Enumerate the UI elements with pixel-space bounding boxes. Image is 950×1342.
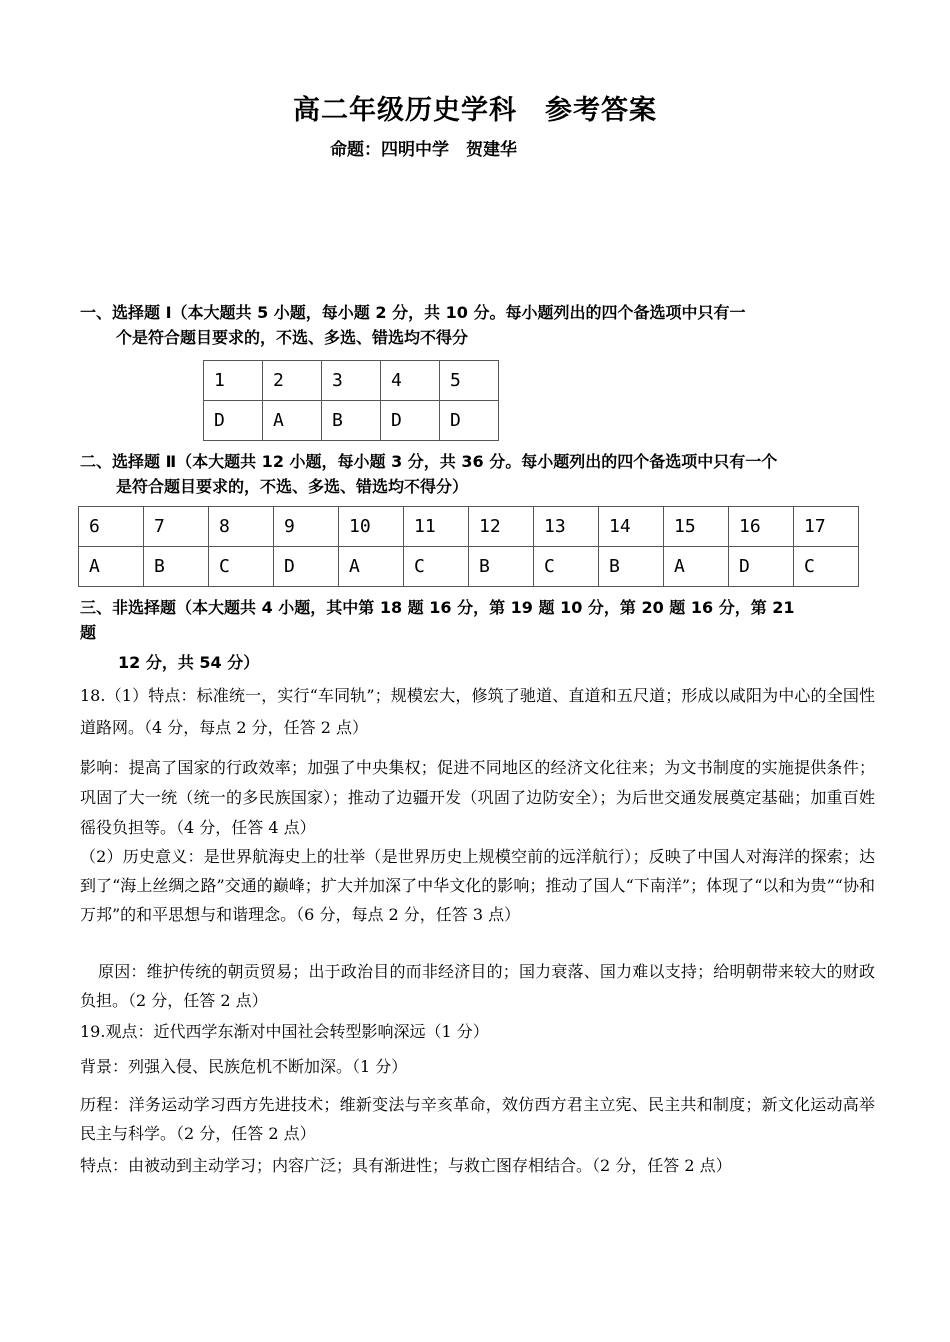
question-number: 7 xyxy=(144,507,209,547)
section-3-line-3-wrap xyxy=(80,650,870,675)
answer-table-2 xyxy=(78,506,859,587)
question-number: 9 xyxy=(274,507,339,547)
section-3-line-1: 三、非选择题（本大题共 4 小题，其中第 18 题 16 分，第 19 题 10 分，第 20 题 16 分，第 21 xyxy=(80,598,795,617)
answer-cell: D xyxy=(204,401,263,441)
answer-18-2-significance: （2）历史意义：是世界航海史上的壮举（是世界历史上规模空前的远洋航行）；反映了中国人对海洋的探索；达到了“海上丝绸之路”交通的巅峰；扩大并加深了中华文化的影响；推动了国人“下南洋”；体现了“以和为贵”“协和万邦”的和平思想与和谐理念。（6 分，每点 2 分，任答 3 点） xyxy=(80,847,875,924)
table-row xyxy=(79,547,859,587)
question-number: 2 xyxy=(263,361,322,401)
answer-cell: D xyxy=(274,547,339,587)
section-3-heading xyxy=(80,595,870,645)
section-2-line-1: 二、选择题 Ⅱ（本大题共 12 小题，每小题 3 分，共 36 分。每小题列出的四个备选项中只有一个 xyxy=(80,452,778,471)
question-number: 13 xyxy=(534,507,599,547)
table-row xyxy=(204,401,499,441)
table-row xyxy=(79,507,859,547)
section-2-line-2: 是符合题目要求的，不选、多选、错选均不得分） xyxy=(116,477,469,496)
answer-cell: D xyxy=(729,547,794,587)
question-number: 12 xyxy=(469,507,534,547)
section-2-heading xyxy=(80,449,870,499)
answer-19-background: 背景：列强入侵、民族危机不断加深。（1 分） xyxy=(80,1057,408,1076)
answer-cell: D xyxy=(381,401,440,441)
answer-cell: C xyxy=(534,547,599,587)
answer-18-1-impact: 影响：提高了国家的行政效率；加强了中央集权；促进不同地区的经济文化往来；为文书制度的实施提供条件；巩固了大一统（统一的多民族国家）；推动了边疆开发（巩固了边防安全）；为后世交通发展奠定基础；加重百姓徭役负担等。（4 分，任答 4 点） xyxy=(80,758,875,837)
question-number: 1 xyxy=(204,361,263,401)
answer-19-viewpoint: 19.观点：近代西学东渐对中国社会转型影响深远（1 分） xyxy=(80,1022,489,1041)
answer-cell: C xyxy=(794,547,859,587)
section-1-heading xyxy=(80,300,870,350)
answer-cell: A xyxy=(79,547,144,587)
answer-cell: A xyxy=(339,547,404,587)
answer-cell: D xyxy=(440,401,499,441)
answer-19-characteristics: 特点：由被动到主动学习；内容广泛；具有渐进性；与救亡图存相结合。（2 分，任答 2 点） xyxy=(80,1156,732,1175)
table-row xyxy=(204,361,499,401)
question-number: 11 xyxy=(404,507,469,547)
answer-18-1-features: 18.（1）特点：标准统一，实行“车同轨”；规模宏大，修筑了驰道、直道和五尺道；形成以咸阳为中心的全国性道路网。（4 分，每点 2 分，任答 2 点） xyxy=(80,686,875,737)
question-number: 6 xyxy=(79,507,144,547)
section-3-line-2: 题 xyxy=(80,623,97,642)
question-number: 16 xyxy=(729,507,794,547)
question-number: 8 xyxy=(209,507,274,547)
answer-cell: B xyxy=(469,547,534,587)
question-number: 3 xyxy=(322,361,381,401)
answer-cell: A xyxy=(664,547,729,587)
page-title: 高二年级历史学科 参考答案 xyxy=(293,95,657,126)
answer-cell: B xyxy=(144,547,209,587)
answer-cell: B xyxy=(322,401,381,441)
question-number: 14 xyxy=(599,507,664,547)
question-number: 10 xyxy=(339,507,404,547)
question-number: 15 xyxy=(664,507,729,547)
section-1-line-2: 个是符合题目要求的，不选、多选、错选均不得分 xyxy=(116,328,469,347)
page-subtitle: 命题：四明中学 贺建华 xyxy=(330,140,517,160)
section-1-line-1: 一、选择题 Ⅰ（本大题共 5 小题，每小题 2 分，共 10 分。每小题列出的四个备选项中只有一 xyxy=(80,303,746,322)
answer-cell: A xyxy=(263,401,322,441)
answer-18-2-reasons: 原因：维护传统的朝贡贸易；出于政治目的而非经济目的；国力衰落、国力难以支持；给明朝带来较大的财政负担。（2 分，任答 2 点） xyxy=(80,962,875,1010)
answer-cell: C xyxy=(209,547,274,587)
answer-cell: C xyxy=(404,547,469,587)
question-number: 4 xyxy=(381,361,440,401)
answer-19-process: 历程：洋务运动学习西方先进技术；维新变法与辛亥革命，效仿西方君主立宪、民主共和制度；新文化运动高举民主与科学。（2 分，任答 2 点） xyxy=(80,1095,875,1143)
question-number: 5 xyxy=(440,361,499,401)
question-number: 17 xyxy=(794,507,859,547)
answer-table-1 xyxy=(203,360,499,441)
section-3-line-3: 12 分，共 54 分） xyxy=(118,653,260,672)
answer-cell: B xyxy=(599,547,664,587)
